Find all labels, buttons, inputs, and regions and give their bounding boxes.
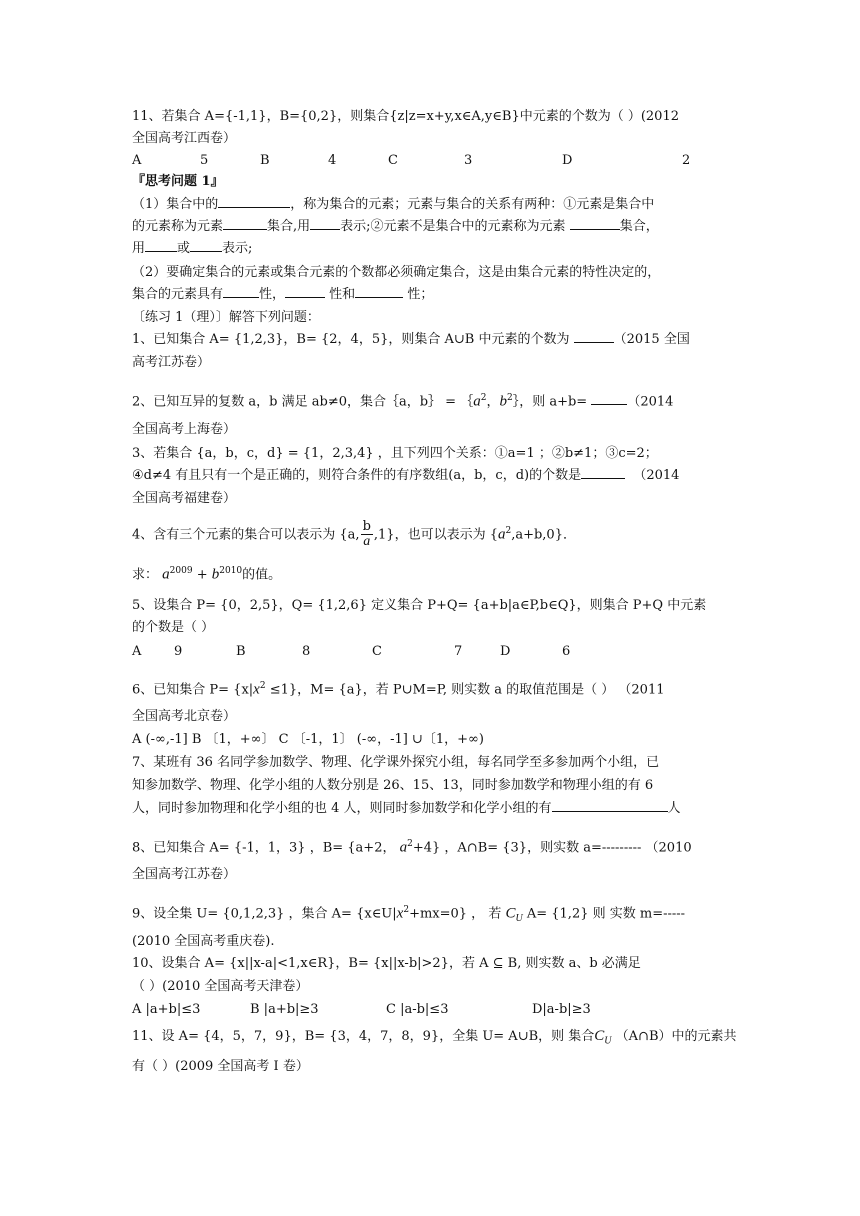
exercise-1-line1 (132, 331, 690, 349)
option-d: D|a-b|≥3 (532, 1002, 591, 1017)
exercise-6-line2: 全国高考北京卷） (132, 709, 237, 724)
math-var: x (253, 681, 260, 698)
text: ，称为集合的元素；元素与集合的关系有两种：①元素是集合中 (290, 197, 655, 212)
text: 用 (132, 241, 146, 256)
option-c: C |a-b|≤3 (386, 1002, 449, 1017)
option-value: 8 (302, 644, 311, 659)
fill-blank (591, 404, 627, 405)
exercise-4-line1 (132, 514, 576, 552)
question-11-top-line2: 全国高考江西卷） (132, 131, 237, 146)
option-value: 9 (174, 644, 183, 659)
exercise-8-line1 (132, 835, 692, 857)
text: （1）集合中的 (132, 197, 219, 212)
fill-blank (552, 811, 668, 812)
text: +mx=0} ， 若 (409, 906, 502, 922)
fill-blank (574, 342, 614, 343)
text: ,1}，也可以表示为 { (373, 527, 498, 543)
exercise-7-line1: 7、某班有 36 名同学参加数学、物理、化学课外探究小组，每名同学至多参加两个小组，已 (132, 755, 660, 770)
exercise-title: 〔练习 1（理）〕解答下列问题： (132, 310, 320, 325)
exponent: 2 (480, 393, 487, 403)
math-var: a (399, 839, 408, 856)
fill-blank (223, 229, 267, 230)
exponent: 2 (407, 839, 413, 849)
text: 表示; (222, 241, 253, 256)
exponent: 2 (505, 526, 512, 536)
option-value: 5 (200, 153, 209, 168)
think-para1-line3 (132, 240, 252, 258)
math-var: a (162, 566, 170, 583)
math-var: x (396, 905, 404, 922)
complement-subscript: U (515, 912, 523, 924)
fill-blank (145, 251, 177, 252)
exercise-11-line1 (132, 1027, 737, 1051)
text: 表示;②元素不是集合中的元素称为元素 (340, 219, 566, 234)
text: ， (486, 394, 500, 410)
exercise-10-line2: （ ）(2010 全国高考天津卷） (132, 979, 309, 994)
text: 4、含有三个元素的集合可以表示为 {a, (132, 527, 360, 543)
exercise-7-line3 (132, 800, 681, 818)
exponent: 2 (403, 905, 410, 915)
exercise-10-line1: 10、设集合 A= {x||x-a|<1,x∈R}，B= {x||x-b|>2}，若 A ⊆ B, 则实数 a、b 必满足 (132, 956, 641, 971)
text: 集合的元素具有 (132, 287, 224, 302)
fill-blank (285, 297, 325, 298)
text: 2、已知互异的复数 a，b 满足 ab≠0，集合｛a，b｝ = ｛ (132, 394, 474, 410)
option-label: A (132, 153, 142, 168)
fill-blank (190, 251, 222, 252)
text: （2014 (633, 468, 680, 483)
option-label: C (372, 644, 382, 659)
exponent: 2009 (169, 566, 193, 576)
exercise-6-line1 (132, 677, 665, 699)
text: （A∩B）中的元素共 (615, 1029, 737, 1044)
text: 求： (132, 567, 159, 583)
fraction-denominator: a (363, 534, 371, 550)
think-para2-line2 (132, 286, 433, 304)
complement-subscript: U (604, 1035, 612, 1047)
text: （2014 (627, 394, 674, 410)
fraction-numerator: b (362, 519, 371, 535)
text: 6、已知集合 P= {x| (132, 682, 254, 698)
text: 的元素称为元素 (132, 219, 224, 234)
fill-blank (355, 297, 403, 298)
exponent: 2 (506, 393, 513, 403)
option-label: B (260, 153, 270, 168)
option-a: A |a+b|≤3 (132, 1002, 201, 1017)
option-b: B |a+b|≥3 (250, 1002, 319, 1017)
text: 性； (407, 287, 434, 302)
fill-blank (581, 478, 625, 479)
complement-symbol: C (505, 905, 516, 922)
text: 9、设全集 U= {0,1,2,3} ，集合 A= {x∈U| (132, 906, 397, 922)
think-para1-line2 (132, 218, 659, 236)
option-value: 6 (562, 644, 571, 659)
math-var: a (473, 393, 481, 410)
option-label: A (132, 644, 142, 659)
text: ｝，则 a+b= (512, 394, 588, 410)
text: 集合,用 (267, 219, 311, 234)
fraction (361, 520, 373, 549)
text: 集合， (619, 219, 659, 234)
exercise-3-line1: 3、若集合 {a，b，c，d} = {1，2,3,4} ，且下列四个关系：①a=1 ；②b≠1；③c=2； (132, 446, 658, 461)
fill-blank (218, 207, 290, 208)
exercise-3-line3: 全国高考福建卷） (132, 491, 237, 506)
question-11-top-line1: 11、若集合 A={-1,1}，B={0,2}，则集合{z|z=x+y,x∈A,y∈B}中元素的个数为（ ）(2012 (132, 109, 679, 124)
complement-symbol: C (594, 1028, 605, 1044)
text: 或 (177, 241, 191, 256)
text: ,a+b,0}． (511, 527, 576, 543)
exponent: 2 (259, 681, 266, 691)
option-value: 2 (682, 153, 691, 168)
exercise-3-line2 (132, 467, 679, 485)
text: 性， (259, 287, 286, 302)
exercise-7-line2: 知参加数学、物理、化学小组的人数分别是 26、15、13，同时参加数学和物理小组的有 6 (132, 778, 654, 793)
exercise-11-line2: 有（ ）(2009 全国高考 I 卷） (132, 1059, 309, 1074)
text: 8、已知集合 A= {-1，1，3} ，B= {a+2， (132, 840, 396, 856)
exercise-8-line2: 全国高考江苏卷） (132, 867, 237, 882)
exercise-5-line1: 5、设集合 P= {0，2,5}，Q= {1,2,6} 定义集合 P+Q= {a+b|a∈P,b∈Q}，则集合 P+Q 中元素 (132, 598, 707, 613)
text: +4} ，A∩B= {3}，则实数 a=--------- （2010 (412, 840, 692, 856)
think-para2-line1: （2）要确定集合的元素或集合元素的个数都必须确定集合，这是由集合元素的特性决定的， (132, 265, 661, 280)
exercise-2-line1 (132, 389, 673, 411)
fill-blank (570, 229, 620, 230)
math-var: a (497, 526, 506, 543)
text: 1、已知集合 A= {1,2,3}，B= {2，4，5}，则集合 A∪B 中元素的个数为 (132, 332, 570, 347)
text: 11、设 A= {4，5，7，9}，B= {3，4，7，8，9}，全集 U= A∪B，则 集合 (132, 1029, 595, 1044)
option-label: D (562, 153, 573, 168)
exercise-4-line2 (132, 562, 281, 584)
text: A= {1,2} 则 实数 m=----- (522, 906, 686, 922)
text: ≤1}，M= {a}，若 P∪M=P, 则实数 a 的取值范围是（ ） （2011 (269, 682, 665, 698)
math-var: b (499, 393, 507, 410)
math-var: b (211, 566, 220, 583)
think-para1-line1 (132, 196, 654, 214)
exercise-1-line2: 高考江苏卷） (132, 355, 211, 370)
text: 性和 (329, 287, 356, 302)
fill-blank (310, 229, 340, 230)
exercise-5-line2: 的个数是（ ） (132, 620, 215, 635)
exercise-6-options: A (-∞,-1] B 〔1，+∞〕 C 〔-1，1〕 (-∞，-1] ∪〔1，+∞) (132, 732, 484, 747)
fill-blank (223, 297, 259, 298)
text: ④d≠4 有且只有一个是正确的，则符合条件的有序数组(a，b，c，d)的个数是 (132, 468, 582, 483)
option-value: 7 (454, 644, 463, 659)
text: 人，同时参加物理和化学小组的也 4 人，则同时参加数学和化学小组的有 (132, 801, 552, 816)
text: 的值。 (242, 567, 282, 583)
plus-sign: + (196, 567, 208, 583)
text: 人 (667, 801, 681, 816)
option-value: 3 (464, 153, 473, 168)
option-value: 4 (328, 153, 337, 168)
option-label: D (500, 644, 511, 659)
exercise-9-line1 (132, 901, 685, 928)
exercise-9-line2: (2010 全国高考重庆卷). (132, 934, 275, 949)
section-title-think: 『思考问题 1』 (132, 174, 224, 189)
exercise-2-line2: 全国高考上海卷） (132, 422, 237, 437)
exponent: 2010 (219, 566, 243, 576)
option-label: B (236, 644, 246, 659)
option-label: C (388, 153, 398, 168)
text: （2015 全国 (613, 332, 690, 347)
